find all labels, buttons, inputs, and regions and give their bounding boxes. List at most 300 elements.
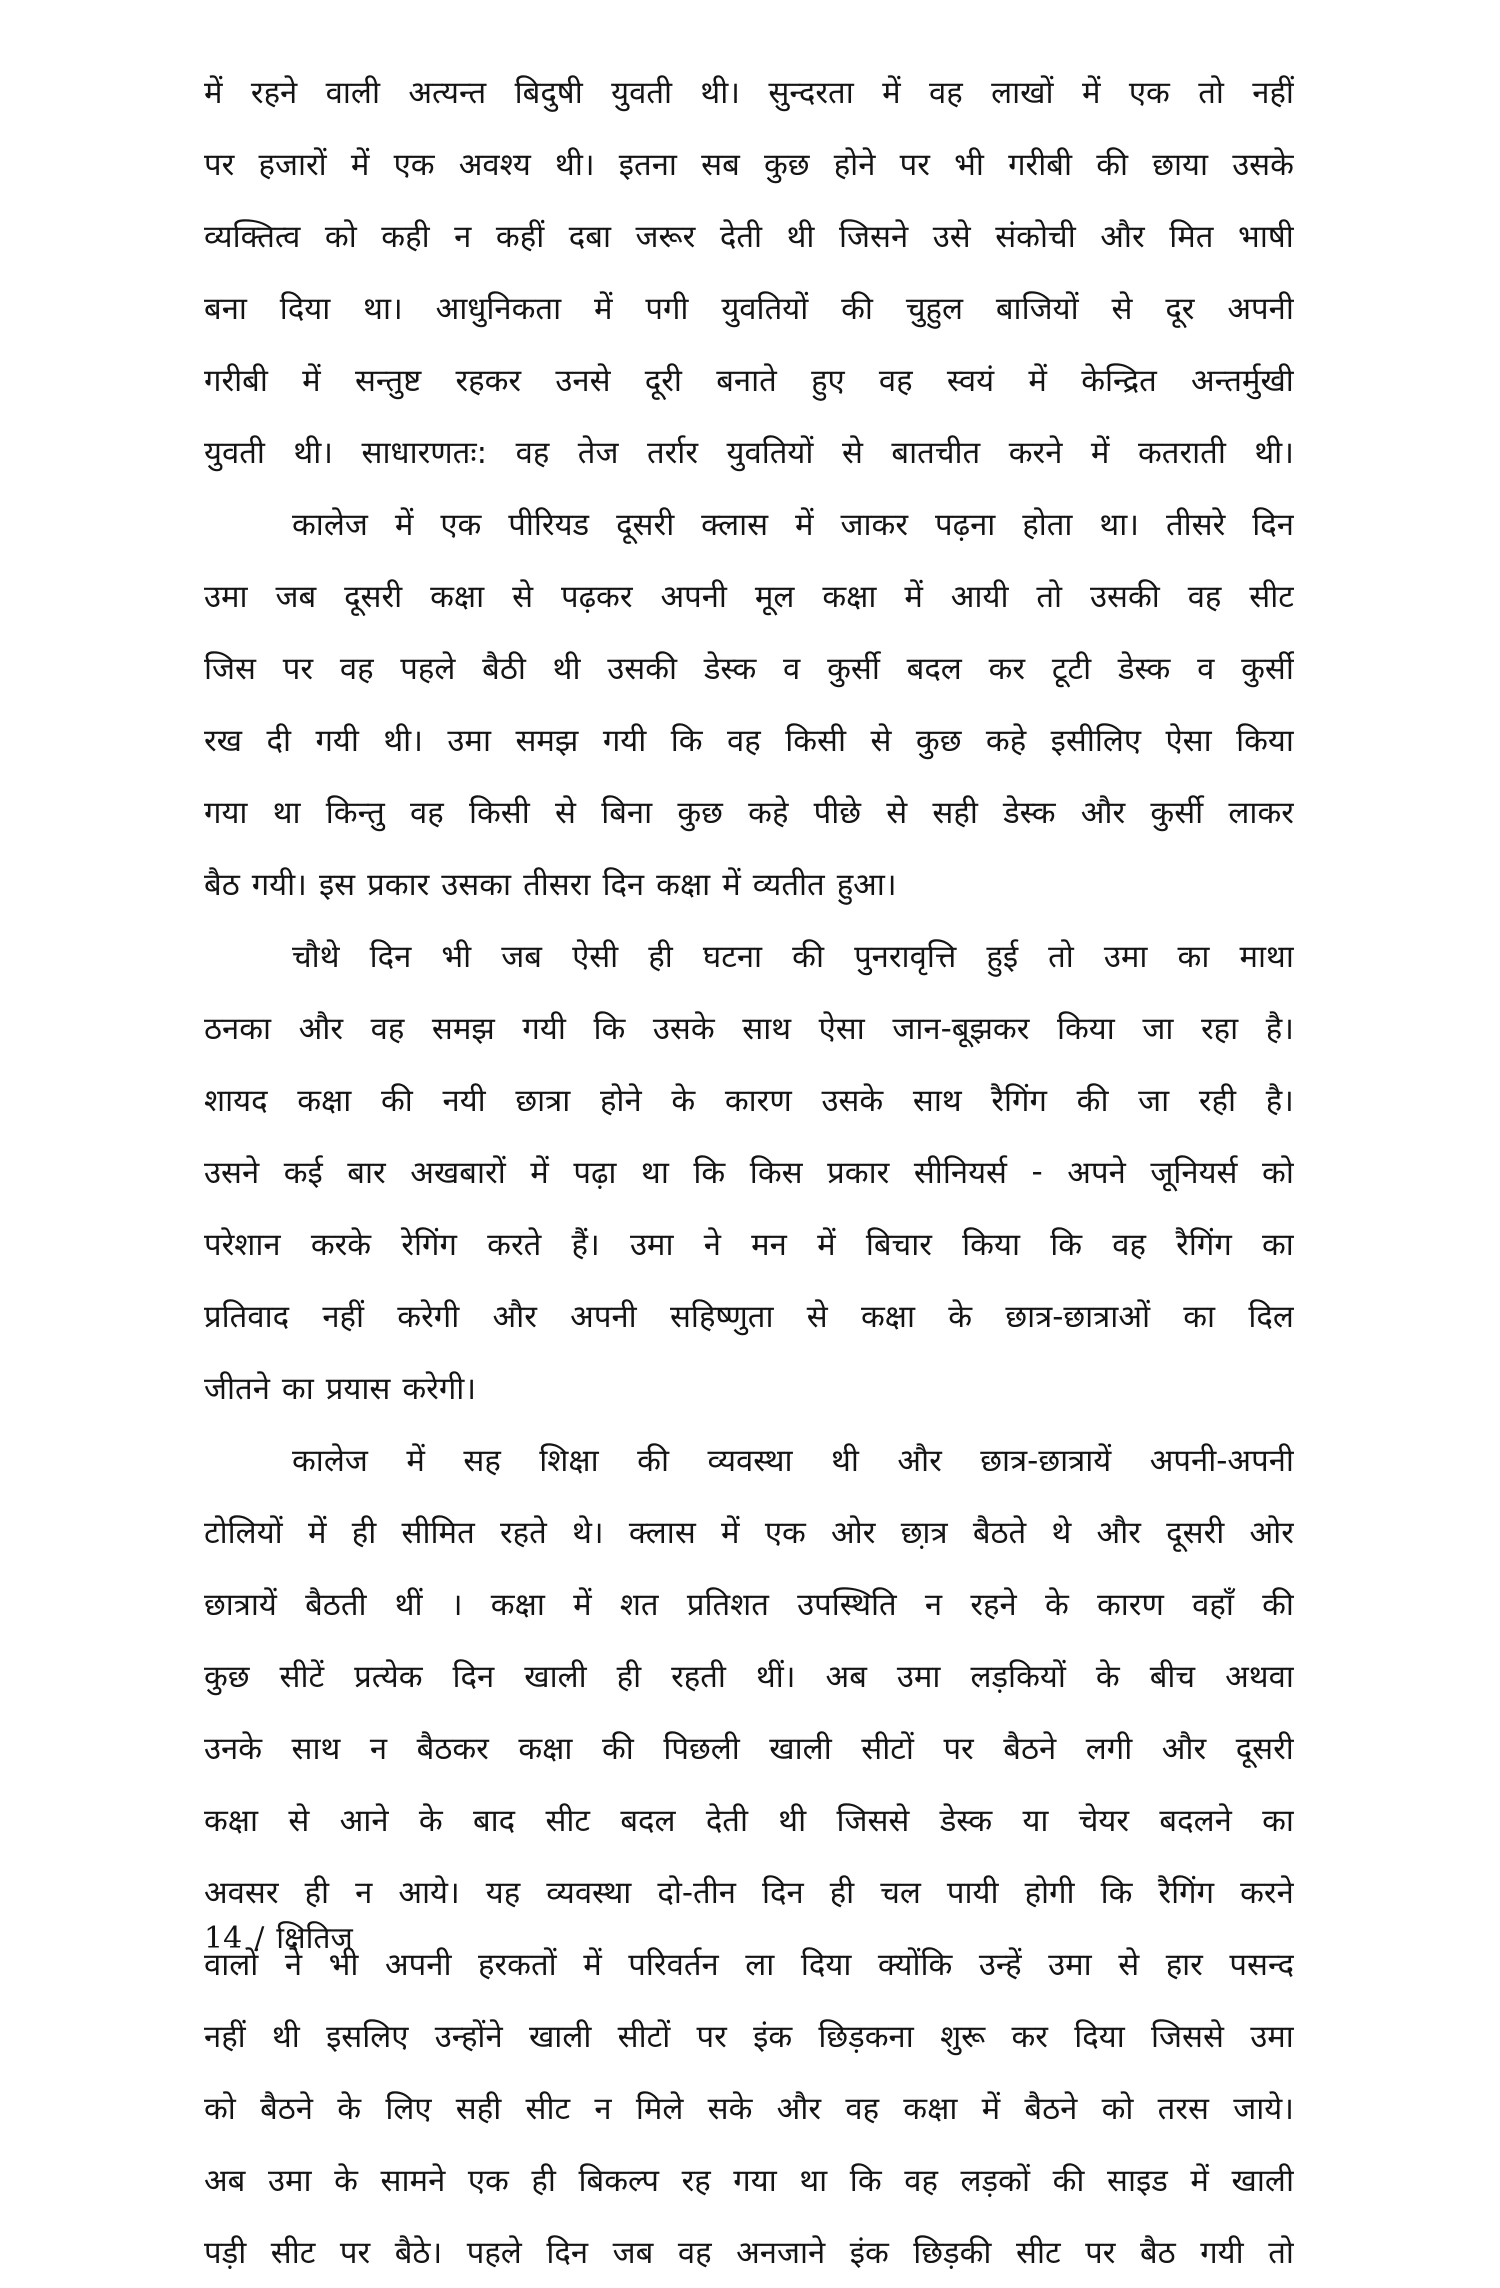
word: पर — [1085, 2235, 1116, 2271]
word: रहा — [1201, 1011, 1239, 1047]
word: पीरियड — [508, 507, 590, 543]
word: तीसरा — [523, 867, 591, 903]
word: की — [1076, 1083, 1109, 1119]
word: छात्रायें — [204, 1587, 277, 1623]
word: सही — [455, 2091, 502, 2127]
word: रख — [204, 723, 243, 759]
word: अथवा — [1225, 1659, 1294, 1695]
word: वालों — [204, 1947, 259, 1983]
word: रैगिंग — [1158, 1875, 1215, 1911]
word: उमा — [896, 1659, 941, 1695]
word: तेज — [577, 435, 619, 471]
word: जिससे — [1151, 2019, 1224, 2055]
word: में — [350, 147, 370, 183]
word: जिसने — [838, 219, 909, 255]
text-line — [204, 1784, 1294, 1856]
word: कहे — [748, 795, 789, 831]
word: में — [981, 2091, 1001, 2127]
word: पर — [204, 147, 235, 183]
word: सहिष्णुता — [669, 1299, 774, 1335]
word: या — [1022, 1803, 1049, 1839]
word: सके — [707, 2091, 753, 2127]
word: उमा — [1048, 1947, 1092, 1983]
word: उन्हें — [978, 1947, 1022, 1983]
word: रह — [681, 2163, 711, 2199]
word: थे — [1051, 1515, 1072, 1551]
word: था — [641, 1155, 669, 1191]
word: युवतियों — [726, 435, 814, 471]
word: से — [806, 1299, 828, 1335]
word: न — [369, 1731, 388, 1767]
word: बदल — [620, 1803, 676, 1839]
text-line — [204, 272, 1294, 344]
word: समझ — [431, 1011, 495, 1047]
page-footer — [204, 1916, 353, 1957]
text-line — [204, 488, 1294, 560]
word: वह — [727, 723, 761, 759]
word: कुर्सी — [1150, 795, 1204, 831]
word: में — [530, 1155, 549, 1191]
word: बैठने — [260, 2091, 314, 2127]
word: किया — [1056, 1011, 1115, 1047]
word: दूर — [1165, 291, 1195, 327]
word: आये। — [398, 1875, 460, 1911]
word: गरीबी — [1008, 147, 1072, 183]
word: किसी — [468, 795, 530, 831]
word: नहीं — [1252, 75, 1294, 111]
word: से — [555, 795, 576, 831]
word: पीछे — [813, 795, 862, 831]
word: देती — [719, 219, 763, 255]
word: किसी — [785, 723, 847, 759]
word: चुहुल — [905, 291, 963, 327]
page-number: 14 — [204, 1921, 243, 1956]
word: कि — [670, 723, 703, 759]
word: से — [1111, 291, 1133, 327]
word: प्रत्येक — [354, 1659, 423, 1695]
word: रहती — [671, 1659, 726, 1695]
text-line — [204, 632, 1294, 704]
word: रही — [1198, 1083, 1237, 1119]
word: छात्र-छात्राओं — [1005, 1299, 1150, 1335]
word: से — [841, 435, 863, 471]
word: लाकर — [1228, 795, 1294, 831]
word: में — [1190, 2163, 1209, 2199]
word: थी। — [293, 435, 334, 471]
word: दिया — [1074, 2019, 1125, 2055]
word: दूसरी — [1166, 1515, 1225, 1551]
word: दिन — [761, 1875, 804, 1911]
text-line — [204, 920, 1294, 992]
word: करने — [1008, 435, 1063, 471]
word: का — [1177, 939, 1210, 975]
text-line — [204, 1712, 1294, 1784]
text-line — [204, 2144, 1294, 2216]
word: सीट — [1249, 579, 1294, 615]
word: तो — [1268, 2235, 1294, 2271]
word: कही — [381, 219, 430, 255]
word: को — [1262, 1155, 1294, 1191]
word: जाये। — [1233, 2091, 1294, 2127]
word: और — [492, 1299, 537, 1335]
word: पहले — [466, 2235, 522, 2271]
word: सन्तुष्ट — [354, 363, 422, 399]
word: कई — [283, 1155, 323, 1191]
word: का — [281, 1371, 314, 1407]
word: उन्होंने — [434, 2019, 503, 2055]
word: ही — [531, 2163, 556, 2199]
word: खाली — [528, 2019, 592, 2055]
word: अनजाने — [736, 2235, 826, 2271]
word: दूसरी — [616, 507, 675, 543]
word: न — [454, 219, 472, 255]
word: उसके — [1232, 147, 1294, 183]
word: पर — [282, 651, 314, 687]
word: में — [307, 1515, 327, 1551]
word: बैठने — [1003, 1731, 1057, 1767]
word: तो — [1048, 939, 1074, 975]
word: भाषी — [1238, 219, 1294, 255]
word: गया — [204, 795, 248, 831]
word: अपनी — [570, 1299, 637, 1335]
word: की — [380, 1083, 413, 1119]
word: चेयर — [1078, 1803, 1130, 1839]
word: उसके — [821, 1083, 884, 1119]
word: व — [1197, 651, 1215, 687]
text-line — [204, 1640, 1294, 1712]
word: करेगी — [397, 1299, 460, 1335]
word: थी — [778, 1803, 807, 1839]
word: दबा — [568, 219, 611, 255]
word: ही — [829, 1875, 855, 1911]
word: दूसरी — [344, 579, 403, 615]
word: कक्षा — [430, 579, 485, 615]
word: उसकी — [607, 651, 678, 687]
word: बिना — [601, 795, 653, 831]
word: प्रतिवाद — [204, 1299, 290, 1335]
word: अत्यन्त — [408, 75, 487, 111]
word: कालेज — [292, 507, 368, 543]
word: कि — [593, 1011, 626, 1047]
word: दिन — [452, 1659, 495, 1695]
word: की — [1052, 2163, 1085, 2199]
word: हुआ। — [836, 867, 897, 903]
word: बदल — [906, 651, 962, 687]
word: और — [897, 1443, 942, 1479]
word: वह — [370, 1011, 405, 1047]
word: व्यवस्था — [707, 1443, 793, 1479]
word: थी। — [555, 147, 595, 183]
word: सीट — [525, 2091, 571, 2127]
word: के — [671, 1083, 696, 1119]
word: वह — [339, 651, 374, 687]
word: लड़कों — [960, 2163, 1030, 2199]
word: न — [355, 1875, 373, 1911]
word: दिन — [369, 939, 412, 975]
word: चौथे — [292, 939, 340, 975]
word: खाली — [524, 1659, 587, 1695]
word: ठनका — [204, 1011, 272, 1047]
word: यह — [485, 1875, 521, 1911]
word: मूल — [754, 579, 795, 615]
word: रेगिंग — [401, 1227, 457, 1263]
text-line — [204, 1136, 1294, 1208]
word: आधुनिकता — [435, 291, 562, 327]
word: क्लास — [628, 1515, 696, 1551]
word: कक्षा — [656, 867, 711, 903]
text-line — [204, 416, 1294, 488]
word: का — [1262, 1227, 1294, 1263]
word: दिन — [1252, 507, 1294, 543]
word: भी — [328, 1947, 359, 1983]
word: और — [1100, 219, 1145, 255]
word: दिल — [1248, 1299, 1294, 1335]
word: बैठती — [305, 1587, 367, 1623]
word: कक्षा — [518, 1731, 573, 1767]
word: टोलियों — [204, 1515, 283, 1551]
word: देती — [705, 1803, 748, 1839]
word: बैठी — [482, 651, 526, 687]
text-line — [204, 56, 1294, 128]
word: अब — [825, 1659, 867, 1695]
word: बैठते — [972, 1515, 1027, 1551]
word: पर — [943, 1731, 974, 1767]
word: बार — [347, 1155, 386, 1191]
word: पुनरावृत्ति — [854, 939, 957, 975]
word: बैठ — [1139, 2235, 1176, 2271]
word: में — [406, 1443, 425, 1479]
word: साइड — [1107, 2163, 1168, 2199]
text-line — [204, 848, 1294, 920]
word: के — [334, 2163, 358, 2199]
word: उमा — [447, 723, 491, 759]
word: हुई — [986, 939, 1019, 975]
word: दूरी — [644, 363, 682, 399]
word: कारण — [1096, 1587, 1164, 1623]
word: कक्षा — [490, 1587, 545, 1623]
word: पर — [696, 2019, 727, 2055]
word: करते — [487, 1227, 542, 1263]
word: डेस्क — [1003, 795, 1056, 831]
word: में — [583, 1947, 602, 1983]
word: कुछ — [204, 1659, 250, 1695]
word: दिया — [800, 1947, 852, 1983]
word: पर — [899, 147, 930, 183]
word: में — [882, 75, 901, 111]
word: क्लास — [701, 507, 769, 543]
word: थी — [786, 219, 815, 255]
word: किन्तु — [325, 795, 385, 831]
word: स्वयं — [946, 363, 995, 399]
word: दिन — [546, 2235, 589, 2271]
body-text — [204, 56, 1294, 2288]
word: जिससे — [836, 1803, 910, 1839]
word: मित — [1169, 219, 1214, 255]
word: एक — [393, 147, 435, 183]
word: बातचीत — [891, 435, 981, 471]
word: न — [594, 2091, 612, 2127]
text-line — [204, 704, 1294, 776]
word: युवतियों — [721, 291, 809, 327]
word: कुर्सी — [1241, 651, 1294, 687]
word: और — [1080, 795, 1126, 831]
word: डेस्क — [703, 651, 757, 687]
text-line — [204, 2000, 1294, 2072]
word: में — [1081, 75, 1101, 111]
word: सामने — [380, 2163, 446, 2199]
word: में — [1028, 363, 1047, 399]
word: पसन्द — [1229, 1947, 1294, 1983]
word: - — [1031, 1154, 1043, 1190]
word: कहे — [985, 723, 1027, 759]
word: जा — [1142, 1011, 1174, 1047]
word: थी। — [1254, 435, 1294, 471]
word: वह — [878, 363, 913, 399]
word: कि — [1050, 1227, 1083, 1263]
word: को — [1101, 2091, 1134, 2127]
word: सीमित — [401, 1515, 475, 1551]
word: ऐसी — [572, 939, 619, 975]
word: उनके — [204, 1731, 263, 1767]
word: भी — [441, 939, 472, 975]
word: घटना — [702, 939, 763, 975]
word: सीटें — [279, 1659, 325, 1695]
word: था — [272, 795, 301, 831]
word: ही — [648, 939, 673, 975]
text-line — [204, 2072, 1294, 2144]
word: रैगिंग — [991, 1083, 1047, 1119]
word: युवती — [611, 75, 673, 111]
word: उमा — [629, 1227, 674, 1263]
word: समझ — [515, 723, 579, 759]
word: कुछ — [677, 795, 723, 831]
word: होता — [1022, 507, 1073, 543]
word: हैं। — [571, 1227, 600, 1263]
word: से — [512, 579, 534, 615]
word: जीतने — [204, 1371, 270, 1407]
word: थी — [831, 1443, 859, 1479]
word: पिछली — [663, 1731, 740, 1767]
word: गया — [733, 2163, 777, 2199]
word: साथ — [291, 1731, 341, 1767]
word: तरस — [1157, 2091, 1209, 2127]
word: गयी — [315, 723, 359, 759]
word: कुछ — [915, 723, 962, 759]
word: और — [1096, 1515, 1141, 1551]
text-line — [204, 1280, 1294, 1352]
word: शुरू — [940, 2019, 986, 2055]
word: तो — [1198, 75, 1224, 111]
word: संकोची — [995, 219, 1076, 255]
word: रहते — [500, 1515, 547, 1551]
word: जाकर — [840, 507, 909, 543]
word: कक्षा — [860, 1299, 916, 1335]
word: उसे — [932, 219, 971, 255]
word: एक — [1128, 75, 1170, 111]
text-line — [204, 1064, 1294, 1136]
word: वह — [410, 795, 444, 831]
word: अवश्य — [458, 147, 531, 183]
word: उनसे — [555, 363, 611, 399]
word: उसका — [441, 867, 512, 903]
word: नहीं — [204, 2019, 246, 2055]
word: दी — [266, 723, 291, 759]
word: करेगी। — [402, 1371, 477, 1407]
word: ला — [745, 1947, 775, 1983]
word: में — [795, 507, 814, 543]
word: वह — [929, 75, 963, 111]
word: छाया — [1152, 147, 1208, 183]
word: प्रकार — [367, 867, 430, 903]
word: सही — [932, 795, 978, 831]
word: थी। — [383, 723, 423, 759]
word: इतना — [618, 147, 677, 183]
word: की — [1096, 147, 1129, 183]
word: इसीलिए — [1050, 723, 1142, 759]
word: व — [783, 651, 801, 687]
word: हरकतों — [478, 1947, 557, 1983]
word: के — [418, 1803, 443, 1839]
word: उमा — [204, 579, 248, 615]
word: अन्तर्मुखी — [1191, 363, 1294, 399]
word: साधारणतः: — [361, 435, 488, 471]
word: जान-बूझकर — [892, 1011, 1030, 1047]
text-line — [204, 128, 1294, 200]
word: तर्रार — [646, 435, 699, 471]
word: था — [799, 2163, 828, 2199]
word: नयी — [442, 1083, 486, 1119]
text-line — [204, 1208, 1294, 1280]
word: को — [324, 219, 357, 255]
word: छा़त्र — [900, 1515, 948, 1551]
word: थी — [271, 2019, 300, 2055]
word: थे। — [572, 1515, 604, 1551]
word: ही — [351, 1515, 377, 1551]
word: से — [288, 1803, 310, 1839]
word: बाजियों — [995, 291, 1079, 327]
word: हार — [1165, 1947, 1203, 1983]
word: बैठ — [204, 867, 240, 903]
word: डेस्क — [939, 1803, 993, 1839]
word: और — [1161, 1731, 1207, 1767]
text-line — [204, 776, 1294, 848]
word: उसके — [652, 1011, 715, 1047]
word: सुन्दरता — [768, 75, 854, 111]
word: है। — [1265, 1083, 1294, 1119]
book-title: क्षितिज — [276, 1921, 353, 1956]
word: जब — [612, 2235, 654, 2271]
word: व्यवस्था — [546, 1875, 632, 1911]
word: व्यक्तित्व — [204, 219, 301, 255]
word: की — [601, 1731, 634, 1767]
word: लगी — [1085, 1731, 1133, 1767]
word: किस — [749, 1155, 803, 1191]
word: छिड़की — [913, 2235, 992, 2271]
word: पढ़ा — [573, 1155, 617, 1191]
word: थी — [552, 651, 581, 687]
word: प्रयास — [325, 1371, 391, 1407]
word: आयी — [950, 579, 1009, 615]
word: नहीं — [322, 1299, 365, 1335]
word: पढ़कर — [560, 579, 633, 615]
word: उसकी — [1090, 579, 1160, 615]
word: उमा — [267, 2163, 312, 2199]
word: एक — [467, 2163, 509, 2199]
word: क्योंकि — [877, 1947, 953, 1983]
word: कुर्सी — [827, 651, 880, 687]
word: में — [302, 363, 321, 399]
word: रैगिंग — [1176, 1227, 1232, 1263]
